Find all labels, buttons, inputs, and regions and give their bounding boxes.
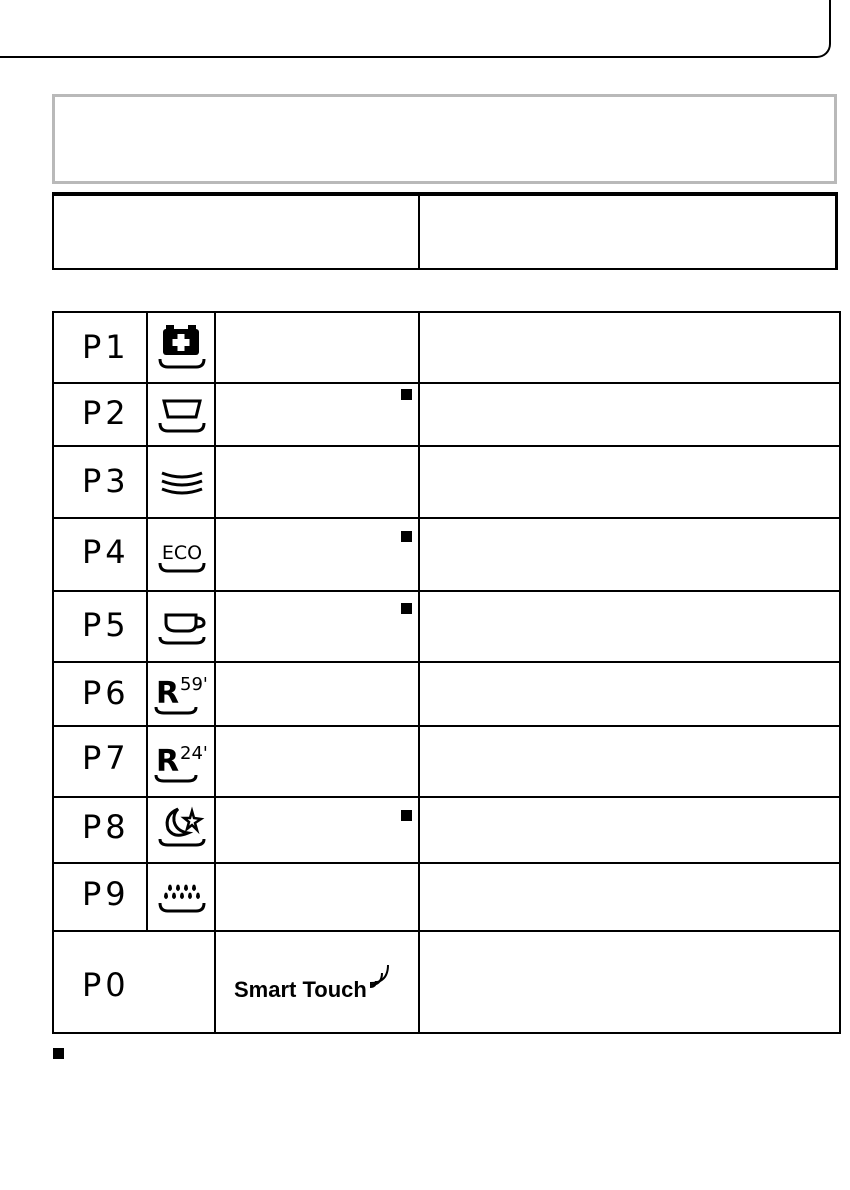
program-code: P5 [82, 606, 130, 644]
program-code: P4 [82, 533, 130, 571]
row-divider [54, 725, 839, 727]
program-code: P3 [82, 462, 130, 500]
table-divider-name-column [214, 313, 216, 1032]
column-header-row [52, 192, 838, 270]
glass-cup-icon [150, 597, 214, 657]
rapid-24-icon [150, 731, 214, 791]
footnote-marker [53, 1048, 64, 1059]
night-icon [150, 799, 214, 859]
table-divider-description-column [418, 313, 420, 1032]
eco-icon-text: ECO [161, 542, 203, 564]
rapid-59-icon [150, 665, 214, 725]
rapid-59-time: 59' [180, 674, 208, 695]
page-corner-frame [0, 0, 831, 58]
eco-icon [150, 525, 214, 585]
program-code: P2 [82, 394, 130, 432]
program-code: P9 [82, 875, 130, 913]
rapid-24-time: 24' [180, 743, 208, 764]
program-code: P8 [82, 808, 130, 846]
wireless-signal-icon [366, 963, 396, 993]
program-marker [401, 603, 412, 614]
program-marker [401, 389, 412, 400]
row-divider [54, 796, 839, 798]
row-divider [54, 661, 839, 663]
row-divider [54, 930, 839, 932]
normal-dish-icon [150, 385, 214, 445]
smart-touch-label: Smart Touch [234, 977, 367, 1002]
row-divider [54, 382, 839, 384]
column-header-divider [418, 196, 420, 268]
prewash-icon [150, 867, 214, 927]
table-divider-icon-column [146, 313, 148, 931]
row-divider [54, 862, 839, 864]
rapid-24-letter: R [156, 744, 180, 779]
intensive-pot-icon [150, 319, 214, 379]
title-box [52, 94, 837, 184]
program-code: P1 [82, 328, 130, 366]
quick-wash-icon [150, 453, 214, 513]
program-table [52, 311, 841, 1034]
program-code: P7 [82, 739, 130, 777]
row-divider [54, 590, 839, 592]
program-marker [401, 531, 412, 542]
program-marker [401, 810, 412, 821]
program-code: P6 [82, 674, 130, 712]
rapid-59-letter: R [156, 676, 180, 711]
row-divider [54, 445, 839, 447]
row-divider [54, 517, 839, 519]
program-code: P0 [82, 966, 130, 1004]
